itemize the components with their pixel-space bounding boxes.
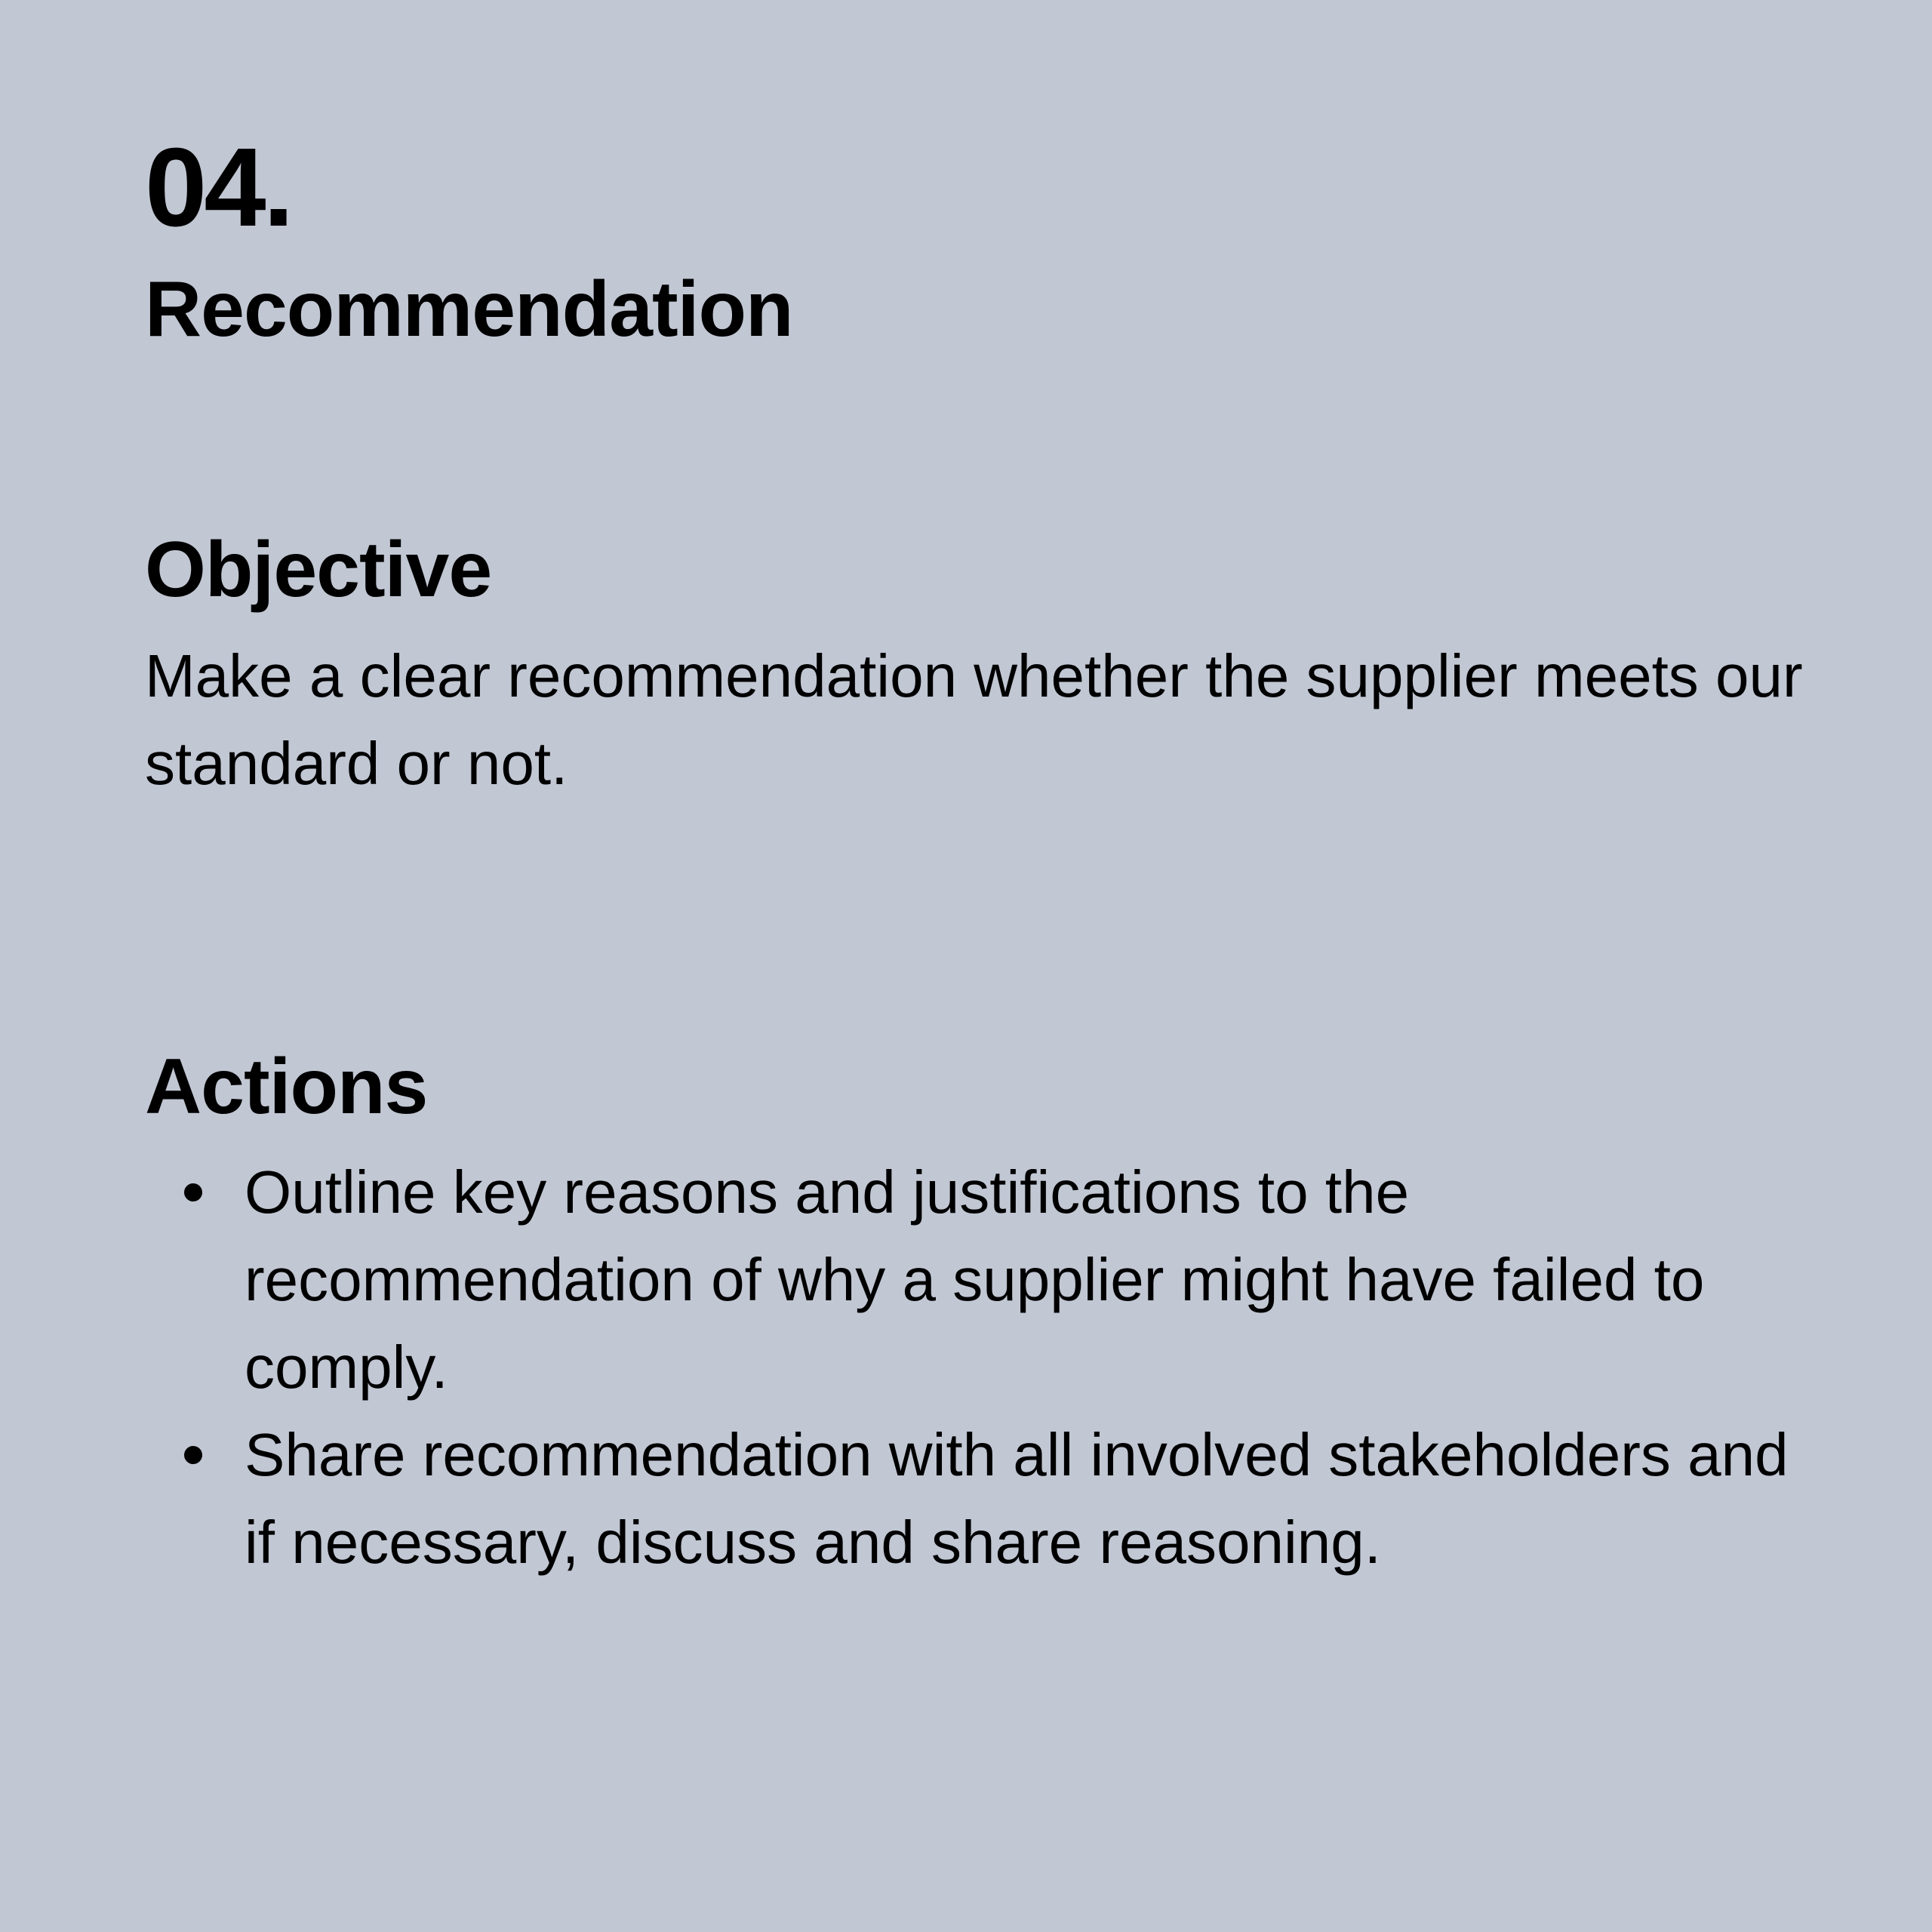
objective-text: Make a clear recommendation whether the supplier meets our standard or not. [145, 642, 1803, 797]
bullet-icon [184, 1446, 202, 1464]
action-item [145, 1411, 1820, 1586]
actions-heading: Actions [145, 1043, 428, 1131]
action-item [145, 1149, 1820, 1411]
action-item-text: Share recommendation with all involved stakeholders and if necessary, discuss and share reasoning. [245, 1421, 1789, 1576]
step-title: Recommendation [145, 266, 793, 353]
actions-list [145, 1149, 1820, 1586]
action-item-text: Outline key reasons and justifications to the recommendation of why a supplier might have failed to comply. [245, 1158, 1705, 1401]
objective-heading: Objective [145, 526, 492, 614]
step-number: 04. [145, 125, 291, 250]
bullet-icon [184, 1183, 202, 1201]
